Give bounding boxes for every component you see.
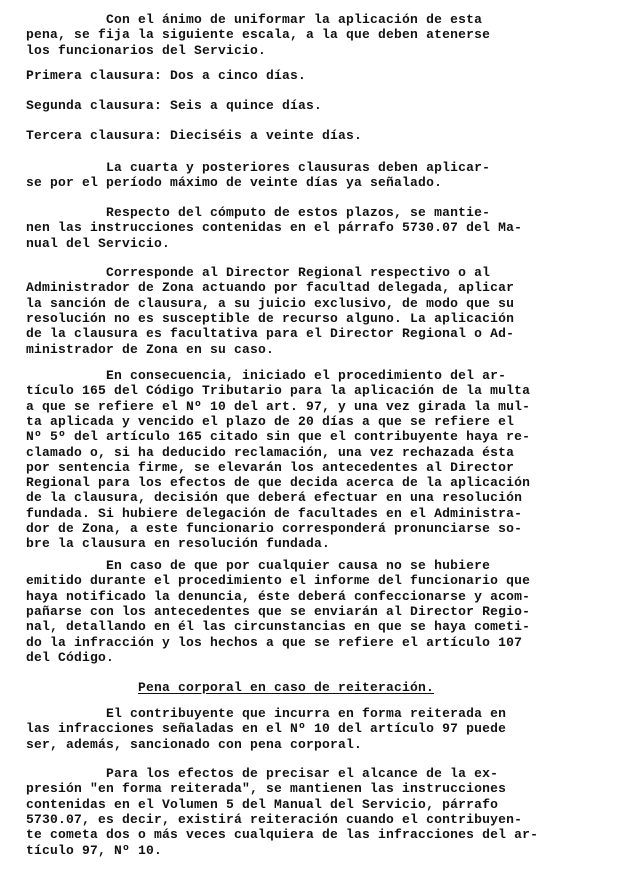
- text-line: bre la clausura en resolución fundada.: [26, 536, 331, 552]
- text-line: se por el período máximo de veinte días ya señalado.: [26, 175, 443, 191]
- text-line: de la clausura es facultativa para el Director Regional o Ad-: [26, 326, 515, 342]
- text-line: Administrador de Zona actuando por facultad delegada, aplicar: [26, 280, 515, 296]
- text-line: Para los efectos de precisar el alcance de la ex-: [26, 766, 499, 781]
- text-line: nual del Servicio.: [26, 235, 171, 251]
- text-line: los funcionarios del Servicio.: [26, 42, 267, 58]
- text-line: la sanción de clausura, a su juicio exclusivo, de modo que su: [26, 295, 515, 311]
- text-line: fundada. Si hubiere delegación de facultades en el Administra-: [26, 505, 523, 521]
- text-line: presión "en forma reiterada", se mantienen las instrucciones: [26, 781, 507, 797]
- text-line: emitido durante el procedimiento el informe del funcionario que: [26, 573, 531, 589]
- text-line: resolución no es susceptible de recurso alguno. La aplicación: [26, 310, 515, 326]
- text-line: ministrador de Zona en su caso.: [26, 341, 275, 357]
- text-line: pañarse con los antecedentes que se enviarán al Director Regio-: [26, 603, 531, 619]
- text-line: Segunda clausura: Seis a quince días.: [26, 98, 323, 113]
- text-line: nen las instrucciones contenidas en el párrafo 5730.07 del Ma-: [26, 220, 523, 236]
- text-line: te cometa dos o más veces cualquiera de las infracciones del ar-: [26, 827, 539, 843]
- text-line: En consecuencia, iniciado el procedimiento del ar-: [26, 368, 507, 383]
- text-line: haya notificado la denuncia, éste deberá confeccionarse y acom-: [26, 588, 531, 604]
- text-line: Primera clausura: Dos a cinco días.: [26, 68, 307, 83]
- text-line: Nº 5º del artículo 165 citado sin que el contribuyente haya re-: [26, 429, 531, 445]
- text-line: a que se refiere el Nº 10 del art. 97, y una vez girada la mul-: [26, 398, 531, 414]
- text-line: pena, se fija la siguiente escala, a la que deben atenerse: [26, 27, 491, 43]
- text-line: Tercera clausura: Dieciséis a veinte días.: [26, 128, 363, 143]
- text-line: 5730.07, es decir, existirá reiteración cuando el contribuyen-: [26, 811, 523, 827]
- text-line: clamado o, si ha deducido reclamación, una vez rechazada ésta: [26, 444, 515, 460]
- text-line: ta aplicada y vencido el plazo de 20 días a que se refiere el: [26, 413, 515, 429]
- text-line: Corresponde al Director Regional respectivo o al: [26, 265, 491, 280]
- text-line: de la clausura, decisión que deberá efectuar en una resolución: [26, 490, 523, 506]
- text-line: ser, además, sancionado con pena corporal.: [26, 736, 363, 752]
- text-line: dor de Zona, a este funcionario corresponderá pronunciarse so-: [26, 521, 523, 536]
- text-line: do la infracción y los hechos a que se refiere el artículo 107: [26, 634, 523, 650]
- text-line: Con el ánimo de uniformar la aplicación de esta: [26, 12, 483, 27]
- text-line: Regional para los efectos de que decida acerca de la aplicación: [26, 475, 531, 491]
- text-line: nal, detallando en él las circunstancias en que se haya cometi-: [26, 619, 531, 635]
- text-line: contenidas en el Volumen 5 del Manual del Servicio, párrafo: [26, 796, 499, 812]
- text-line: En caso de que por cualquier causa no se hubiere: [26, 558, 491, 573]
- text-line: Respecto del cómputo de estos plazos, se mantie-: [26, 205, 491, 220]
- text-line: tículo 97, Nº 10.: [26, 842, 163, 858]
- text-line: tículo 165 del Código Tributario para la aplicación de la multa: [26, 383, 531, 399]
- text-line: El contribuyente que incurra en forma reiterada en: [26, 706, 507, 721]
- text-line: La cuarta y posteriores clausuras deben aplicar-: [26, 160, 491, 175]
- text-line: del Código.: [26, 649, 115, 665]
- heading-text: Pena corporal en caso de reiteración.: [138, 680, 435, 695]
- text-line: las infracciones señaladas en el Nº 10 del artículo 97 puede: [26, 721, 507, 737]
- text-line: por sentencia firme, se elevarán los antecedentes al Director: [26, 459, 515, 475]
